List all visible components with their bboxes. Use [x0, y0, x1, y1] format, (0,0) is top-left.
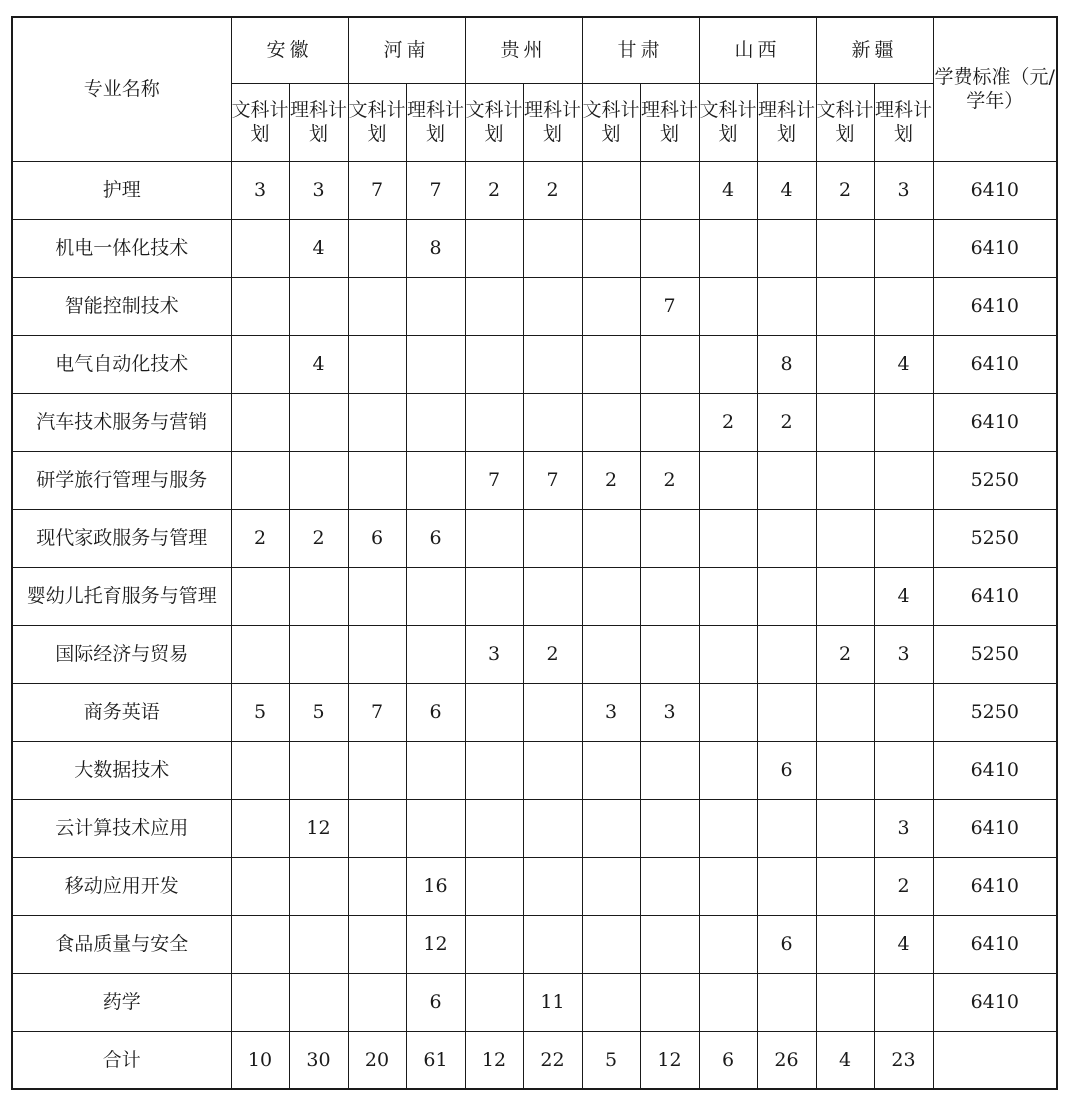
like-plan-cell: [757, 857, 816, 915]
like-plan-cell: 26: [757, 1031, 816, 1089]
table-row: [12, 857, 1057, 915]
major-name-cell: 机电一体化技术: [12, 219, 231, 277]
wenke-plan-cell: [816, 567, 874, 625]
like-plan-cell: 3: [874, 799, 933, 857]
major-name-cell: 研学旅行管理与服务: [12, 451, 231, 509]
wenke-plan-cell: 7: [348, 161, 406, 219]
like-plan-cell: [289, 567, 348, 625]
like-plan-cell: [523, 915, 582, 973]
wenke-plan-cell: [582, 509, 640, 567]
like-plan-cell: 6: [757, 915, 816, 973]
like-plan-cell: [757, 567, 816, 625]
like-plan-cell: 7: [640, 277, 699, 335]
wenke-plan-cell: 10: [231, 1031, 289, 1089]
like-plan-cell: [289, 625, 348, 683]
like-plan-cell: [640, 567, 699, 625]
tuition-fee-cell: 6410: [933, 219, 1057, 277]
wenke-plan-cell: [348, 799, 406, 857]
like-plan-cell: 8: [406, 219, 465, 277]
wenke-plan-cell: [465, 915, 523, 973]
tuition-fee-cell: 6410: [933, 741, 1057, 799]
wenke-plan-cell: [699, 567, 757, 625]
table-row: [12, 683, 1057, 741]
tuition-fee-cell: 5250: [933, 451, 1057, 509]
wenke-plan-cell: [699, 625, 757, 683]
wenke-plan-cell: [699, 509, 757, 567]
like-plan-cell: [523, 857, 582, 915]
subheader-like-plan: 理科计划: [406, 83, 465, 161]
wenke-plan-cell: [348, 625, 406, 683]
wenke-plan-cell: 6: [348, 509, 406, 567]
tuition-fee-cell: 5250: [933, 509, 1057, 567]
major-name-cell: 云计算技术应用: [12, 799, 231, 857]
like-plan-cell: 12: [406, 915, 465, 973]
subheader-wenke-plan: 文科计划: [699, 83, 757, 161]
region-header-shanxi: 山西: [699, 17, 816, 83]
like-plan-cell: [289, 973, 348, 1031]
wenke-plan-cell: [582, 393, 640, 451]
region-header-guizhou: 贵州: [465, 17, 582, 83]
like-plan-cell: [523, 683, 582, 741]
like-plan-cell: [406, 335, 465, 393]
major-name-cell: 电气自动化技术: [12, 335, 231, 393]
wenke-plan-cell: [231, 625, 289, 683]
tuition-fee-cell: 6410: [933, 335, 1057, 393]
like-plan-cell: [640, 625, 699, 683]
wenke-plan-cell: [465, 799, 523, 857]
wenke-plan-cell: [582, 161, 640, 219]
wenke-plan-cell: [816, 509, 874, 567]
like-plan-cell: [874, 393, 933, 451]
wenke-plan-cell: [348, 857, 406, 915]
tuition-fee-cell: 6410: [933, 857, 1057, 915]
wenke-plan-cell: [816, 219, 874, 277]
like-plan-cell: [289, 857, 348, 915]
wenke-plan-cell: [582, 973, 640, 1031]
subheader-like-plan: 理科计划: [640, 83, 699, 161]
header-row-regions: [12, 17, 1057, 83]
subheader-like-plan: 理科计划: [289, 83, 348, 161]
wenke-plan-cell: [231, 219, 289, 277]
like-plan-cell: [757, 451, 816, 509]
wenke-plan-cell: [816, 451, 874, 509]
wenke-plan-cell: 7: [465, 451, 523, 509]
like-plan-cell: [523, 335, 582, 393]
wenke-plan-cell: 20: [348, 1031, 406, 1089]
wenke-plan-cell: [582, 915, 640, 973]
total-row: [12, 1031, 1057, 1089]
subheader-like-plan: 理科计划: [523, 83, 582, 161]
like-plan-cell: [640, 973, 699, 1031]
like-plan-cell: [640, 741, 699, 799]
wenke-plan-cell: 2: [582, 451, 640, 509]
like-plan-cell: 30: [289, 1031, 348, 1089]
like-plan-cell: 4: [874, 567, 933, 625]
like-plan-cell: 4: [874, 335, 933, 393]
wenke-plan-cell: [465, 567, 523, 625]
table-row: [12, 741, 1057, 799]
like-plan-cell: [406, 451, 465, 509]
like-plan-cell: 3: [874, 625, 933, 683]
table-row: [12, 451, 1057, 509]
wenke-plan-cell: [699, 335, 757, 393]
major-name-cell: 合计: [12, 1031, 231, 1089]
like-plan-cell: [640, 335, 699, 393]
wenke-plan-cell: [699, 451, 757, 509]
subheader-like-plan: 理科计划: [874, 83, 933, 161]
like-plan-cell: [289, 277, 348, 335]
like-plan-cell: [874, 219, 933, 277]
like-plan-cell: [874, 683, 933, 741]
wenke-plan-cell: 5: [582, 1031, 640, 1089]
wenke-plan-cell: [699, 915, 757, 973]
wenke-plan-cell: [699, 973, 757, 1031]
like-plan-cell: 3: [874, 161, 933, 219]
wenke-plan-cell: [699, 799, 757, 857]
subheader-wenke-plan: 文科计划: [348, 83, 406, 161]
wenke-plan-cell: [231, 277, 289, 335]
region-header-anhui: 安徽: [231, 17, 348, 83]
wenke-plan-cell: [231, 915, 289, 973]
like-plan-cell: 4: [874, 915, 933, 973]
subheader-wenke-plan: 文科计划: [465, 83, 523, 161]
wenke-plan-cell: 2: [465, 161, 523, 219]
subheader-wenke-plan: 文科计划: [582, 83, 640, 161]
major-name-cell: 商务英语: [12, 683, 231, 741]
tuition-fee-cell: 6410: [933, 915, 1057, 973]
region-header-gansu: 甘肃: [582, 17, 699, 83]
like-plan-cell: [640, 509, 699, 567]
tuition-fee-cell: 6410: [933, 799, 1057, 857]
table-row: [12, 393, 1057, 451]
wenke-plan-cell: [816, 799, 874, 857]
like-plan-cell: 2: [523, 161, 582, 219]
like-plan-cell: [757, 219, 816, 277]
like-plan-cell: 3: [640, 683, 699, 741]
like-plan-cell: [406, 799, 465, 857]
wenke-plan-cell: [465, 335, 523, 393]
like-plan-cell: 4: [289, 335, 348, 393]
wenke-plan-cell: [582, 219, 640, 277]
like-plan-cell: [874, 509, 933, 567]
wenke-plan-cell: [348, 393, 406, 451]
major-name-header: 专业名称: [12, 17, 231, 161]
like-plan-cell: [523, 567, 582, 625]
wenke-plan-cell: [231, 799, 289, 857]
wenke-plan-cell: [582, 799, 640, 857]
like-plan-cell: 6: [406, 683, 465, 741]
tuition-fee-cell: 6410: [933, 277, 1057, 335]
like-plan-cell: [640, 857, 699, 915]
wenke-plan-cell: [231, 567, 289, 625]
tuition-fee-header: 学费标准（元/学年）: [933, 17, 1057, 161]
like-plan-cell: 6: [406, 509, 465, 567]
wenke-plan-cell: [348, 973, 406, 1031]
major-name-cell: 国际经济与贸易: [12, 625, 231, 683]
wenke-plan-cell: 2: [699, 393, 757, 451]
wenke-plan-cell: 12: [465, 1031, 523, 1089]
like-plan-cell: 11: [523, 973, 582, 1031]
like-plan-cell: 23: [874, 1031, 933, 1089]
like-plan-cell: 22: [523, 1031, 582, 1089]
table-row: [12, 973, 1057, 1031]
major-name-cell: 护理: [12, 161, 231, 219]
wenke-plan-cell: [816, 973, 874, 1031]
like-plan-cell: [640, 219, 699, 277]
wenke-plan-cell: [231, 857, 289, 915]
major-name-cell: 大数据技术: [12, 741, 231, 799]
wenke-plan-cell: [582, 857, 640, 915]
tuition-fee-cell: 6410: [933, 567, 1057, 625]
wenke-plan-cell: [465, 973, 523, 1031]
wenke-plan-cell: [231, 741, 289, 799]
like-plan-cell: [523, 741, 582, 799]
major-name-cell: 婴幼儿托育服务与管理: [12, 567, 231, 625]
like-plan-cell: [289, 915, 348, 973]
wenke-plan-cell: [699, 683, 757, 741]
wenke-plan-cell: [465, 683, 523, 741]
like-plan-cell: [757, 973, 816, 1031]
major-name-cell: 药学: [12, 973, 231, 1031]
like-plan-cell: [640, 393, 699, 451]
table-row: [12, 219, 1057, 277]
table-row: [12, 277, 1057, 335]
wenke-plan-cell: [699, 277, 757, 335]
enrollment-plan-table: [11, 16, 1058, 1090]
like-plan-cell: 6: [406, 973, 465, 1031]
wenke-plan-cell: [465, 277, 523, 335]
wenke-plan-cell: 4: [699, 161, 757, 219]
major-name-cell: 食品质量与安全: [12, 915, 231, 973]
major-name-cell: 汽车技术服务与营销: [12, 393, 231, 451]
wenke-plan-cell: 6: [699, 1031, 757, 1089]
wenke-plan-cell: 3: [465, 625, 523, 683]
wenke-plan-cell: [699, 219, 757, 277]
like-plan-cell: [757, 799, 816, 857]
region-header-henan: 河南: [348, 17, 465, 83]
tuition-fee-cell: [933, 1031, 1057, 1089]
like-plan-cell: [640, 161, 699, 219]
wenke-plan-cell: [348, 567, 406, 625]
table-row: [12, 509, 1057, 567]
like-plan-cell: [406, 741, 465, 799]
table-row: [12, 625, 1057, 683]
wenke-plan-cell: [348, 915, 406, 973]
table-row: [12, 799, 1057, 857]
wenke-plan-cell: [816, 683, 874, 741]
wenke-plan-cell: [465, 741, 523, 799]
like-plan-cell: [640, 915, 699, 973]
wenke-plan-cell: [816, 915, 874, 973]
like-plan-cell: 4: [289, 219, 348, 277]
wenke-plan-cell: [231, 335, 289, 393]
like-plan-cell: [757, 277, 816, 335]
like-plan-cell: [523, 393, 582, 451]
wenke-plan-cell: [816, 393, 874, 451]
wenke-plan-cell: [582, 335, 640, 393]
wenke-plan-cell: [699, 741, 757, 799]
table-row: [12, 161, 1057, 219]
table-body: [12, 161, 1057, 1089]
like-plan-cell: 2: [289, 509, 348, 567]
table-row: [12, 915, 1057, 973]
table-row: [12, 567, 1057, 625]
wenke-plan-cell: [699, 857, 757, 915]
wenke-plan-cell: 4: [816, 1031, 874, 1089]
tuition-fee-cell: 5250: [933, 625, 1057, 683]
wenke-plan-cell: [582, 567, 640, 625]
wenke-plan-cell: [465, 509, 523, 567]
tuition-fee-cell: 6410: [933, 393, 1057, 451]
like-plan-cell: [874, 451, 933, 509]
wenke-plan-cell: [348, 277, 406, 335]
wenke-plan-cell: [582, 741, 640, 799]
like-plan-cell: 12: [289, 799, 348, 857]
like-plan-cell: [523, 277, 582, 335]
like-plan-cell: [874, 277, 933, 335]
like-plan-cell: [289, 393, 348, 451]
wenke-plan-cell: [348, 219, 406, 277]
tuition-fee-cell: 6410: [933, 161, 1057, 219]
table-row: [12, 335, 1057, 393]
tuition-fee-cell: 5250: [933, 683, 1057, 741]
like-plan-cell: 12: [640, 1031, 699, 1089]
region-header-xinjiang: 新疆: [816, 17, 933, 83]
table-header: [12, 17, 1057, 161]
subheader-wenke-plan: 文科计划: [231, 83, 289, 161]
like-plan-cell: 2: [640, 451, 699, 509]
wenke-plan-cell: [231, 393, 289, 451]
like-plan-cell: [757, 683, 816, 741]
wenke-plan-cell: [582, 625, 640, 683]
wenke-plan-cell: [582, 277, 640, 335]
wenke-plan-cell: 2: [816, 625, 874, 683]
tuition-fee-cell: 6410: [933, 973, 1057, 1031]
wenke-plan-cell: 2: [231, 509, 289, 567]
like-plan-cell: [406, 393, 465, 451]
like-plan-cell: [289, 741, 348, 799]
like-plan-cell: 5: [289, 683, 348, 741]
major-name-cell: 智能控制技术: [12, 277, 231, 335]
wenke-plan-cell: 5: [231, 683, 289, 741]
like-plan-cell: 2: [757, 393, 816, 451]
like-plan-cell: 2: [523, 625, 582, 683]
like-plan-cell: 7: [523, 451, 582, 509]
like-plan-cell: [523, 219, 582, 277]
wenke-plan-cell: [465, 219, 523, 277]
wenke-plan-cell: [231, 451, 289, 509]
like-plan-cell: 7: [406, 161, 465, 219]
like-plan-cell: [757, 509, 816, 567]
like-plan-cell: [406, 277, 465, 335]
like-plan-cell: 2: [874, 857, 933, 915]
like-plan-cell: [523, 799, 582, 857]
subheader-wenke-plan: 文科计划: [816, 83, 874, 161]
like-plan-cell: [289, 451, 348, 509]
wenke-plan-cell: 3: [231, 161, 289, 219]
like-plan-cell: 3: [289, 161, 348, 219]
wenke-plan-cell: [465, 393, 523, 451]
like-plan-cell: [640, 799, 699, 857]
like-plan-cell: 4: [757, 161, 816, 219]
like-plan-cell: [874, 973, 933, 1031]
like-plan-cell: [406, 625, 465, 683]
like-plan-cell: 16: [406, 857, 465, 915]
like-plan-cell: [874, 741, 933, 799]
wenke-plan-cell: 7: [348, 683, 406, 741]
like-plan-cell: [406, 567, 465, 625]
subheader-like-plan: 理科计划: [757, 83, 816, 161]
wenke-plan-cell: [348, 741, 406, 799]
wenke-plan-cell: [816, 741, 874, 799]
wenke-plan-cell: [465, 857, 523, 915]
wenke-plan-cell: [816, 335, 874, 393]
like-plan-cell: 8: [757, 335, 816, 393]
wenke-plan-cell: [816, 277, 874, 335]
wenke-plan-cell: [348, 451, 406, 509]
major-name-cell: 现代家政服务与管理: [12, 509, 231, 567]
wenke-plan-cell: 3: [582, 683, 640, 741]
wenke-plan-cell: [231, 973, 289, 1031]
like-plan-cell: [523, 509, 582, 567]
major-name-cell: 移动应用开发: [12, 857, 231, 915]
wenke-plan-cell: [348, 335, 406, 393]
like-plan-cell: 6: [757, 741, 816, 799]
wenke-plan-cell: [816, 857, 874, 915]
like-plan-cell: 61: [406, 1031, 465, 1089]
wenke-plan-cell: 2: [816, 161, 874, 219]
like-plan-cell: [757, 625, 816, 683]
